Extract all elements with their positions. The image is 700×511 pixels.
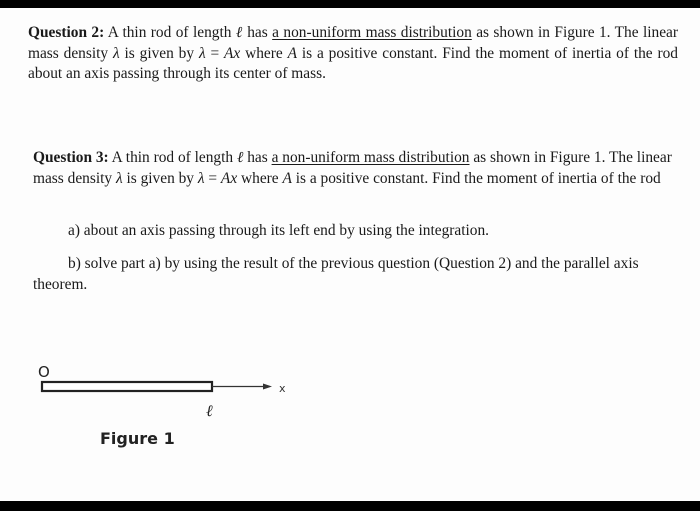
question-2: Question 2: A thin rod of length ℓ has a non-uniform mass distribution as shown in Figure 1. The linear mass density λ is given by λ = Ax where A is a positive constant. Find the moment of inertia of the rod about an axis passing through its center of mass. [28, 24, 679, 82]
document-page [0, 8, 700, 501]
rod [42, 382, 212, 391]
length-symbol: ℓ [236, 149, 244, 166]
question-3-part-b: b) solve part a) by using the result of the previous question (Question 2) and the parallel axis theorem. [33, 255, 639, 293]
lambda-symbol: λ [115, 169, 123, 187]
question-3: Question 3: A thin rod of length ℓ has a non-uniform mass distribution as shown in Figure 1. The linear mass density λ is given by λ = Ax where A is a positive constant. Find the moment of inertia of the rod [33, 149, 672, 187]
origin-label: O [38, 363, 50, 381]
figure-1 [0, 8, 700, 501]
length-label: ℓ [206, 401, 213, 420]
underlined-phrase: a non-uniform mass distribution [272, 24, 472, 41]
density-expression: Ax [220, 169, 238, 187]
figure-caption: Figure 1 [100, 429, 175, 448]
lambda-symbol: λ [198, 44, 206, 62]
constant-symbol: A [282, 169, 292, 187]
underlined-phrase: a non-uniform mass distribution [271, 149, 470, 166]
x-axis-label: x [279, 382, 286, 395]
density-expression: Ax [224, 44, 241, 62]
question-2-label: Question 2: [28, 24, 105, 41]
length-symbol: ℓ [235, 24, 243, 41]
lambda-symbol: λ [112, 44, 120, 62]
x-axis-arrowhead [263, 384, 272, 390]
question-3-label: Question 3: [33, 149, 109, 166]
constant-symbol: A [287, 44, 297, 62]
lambda-symbol: λ [197, 169, 205, 187]
question-3-part-a: a) about an axis passing through its left end by using the integration. [68, 222, 490, 239]
